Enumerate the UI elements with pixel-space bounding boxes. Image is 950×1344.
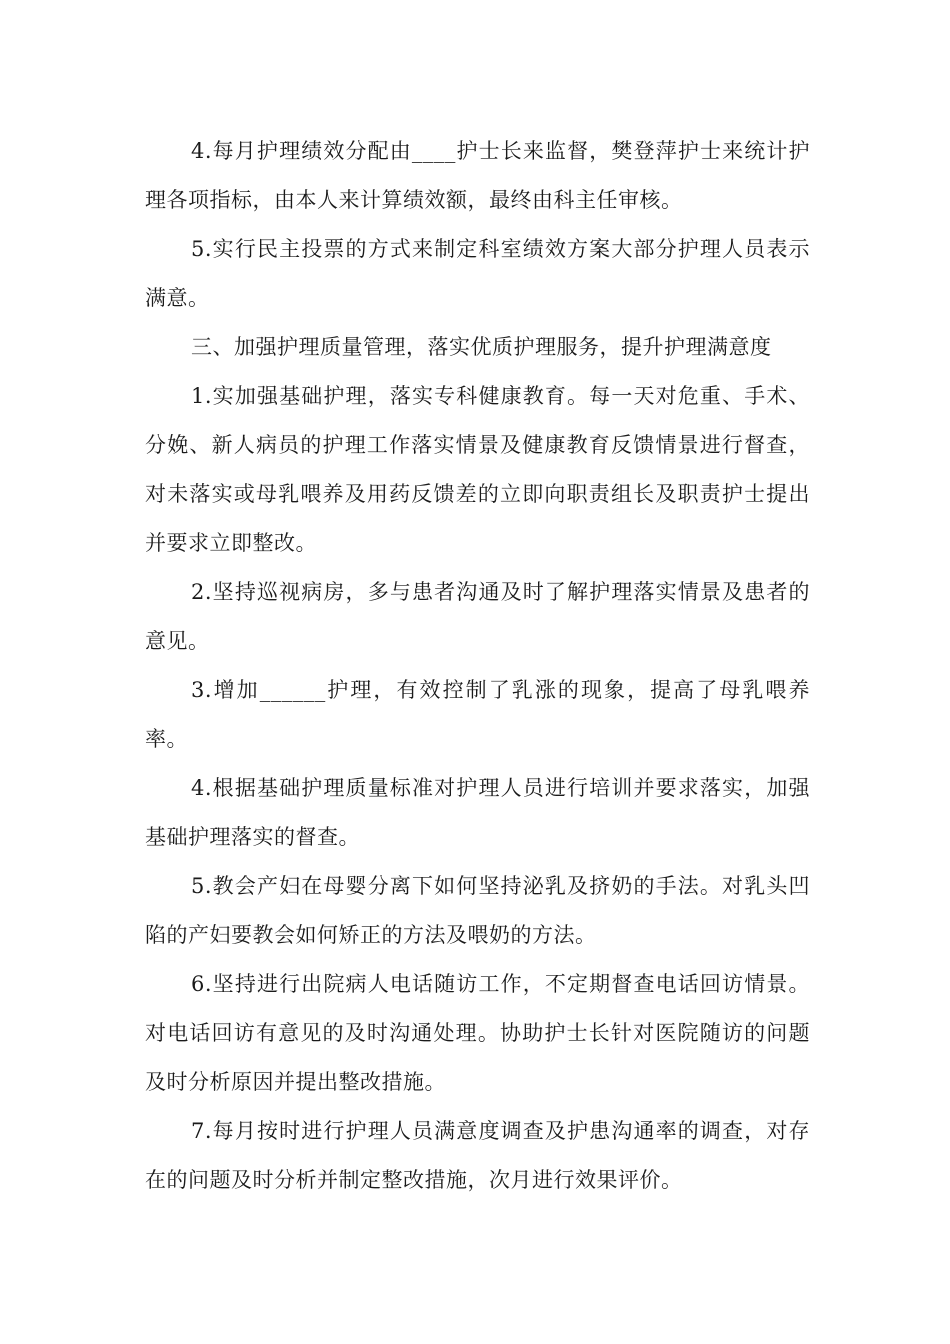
paragraph-7: 5.教会产妇在母婴分离下如何坚持泌乳及挤奶的手法。对乳头凹陷的产妇要教会如何矫正的方法及喂奶的方法。: [145, 874, 810, 947]
paragraph-3: 1.实加强基础护理，落实专科健康教育。每一天对危重、手术、分娩、新人病员的护理工作落实情景及健康教育反馈情景进行督查，对未落实或母乳喂养及用药反馈差的立即向职责组长及职责护士提出并要求立即整改。: [145, 384, 810, 555]
paragraph-9: 7.每月按时进行护理人员满意度调查及护患沟通率的调查，对存在的问题及时分析并制定整改措施，次月进行效果评价。: [145, 1119, 810, 1192]
paragraph-8: 6.坚持进行出院病人电话随访工作，不定期督查电话回访情景。对电话回访有意见的及时沟通处理。协助护士长针对医院随访的问题及时分析原因并提出整改措施。: [145, 972, 810, 1094]
paragraph-4: 2.坚持巡视病房，多与患者沟通及时了解护理落实情景及患者的意见。: [145, 580, 810, 653]
paragraph-2: 5.实行民主投票的方式来制定科室绩效方案大部分护理人员表示满意。: [145, 237, 810, 310]
paragraph-5: 3.增加______护理，有效控制了乳涨的现象，提高了母乳喂养率。: [145, 678, 810, 751]
document-body: [145, 127, 810, 1205]
paragraph-1: 4.每月护理绩效分配由____护士长来监督，樊登萍护士来统计护理各项指标，由本人来计算绩效额，最终由科主任审核。: [145, 139, 810, 212]
section-heading: 三、加强护理质量管理，落实优质护理服务，提升护理满意度: [191, 335, 772, 359]
paragraph-6: 4.根据基础护理质量标准对护理人员进行培训并要求落实，加强基础护理落实的督查。: [145, 776, 810, 849]
